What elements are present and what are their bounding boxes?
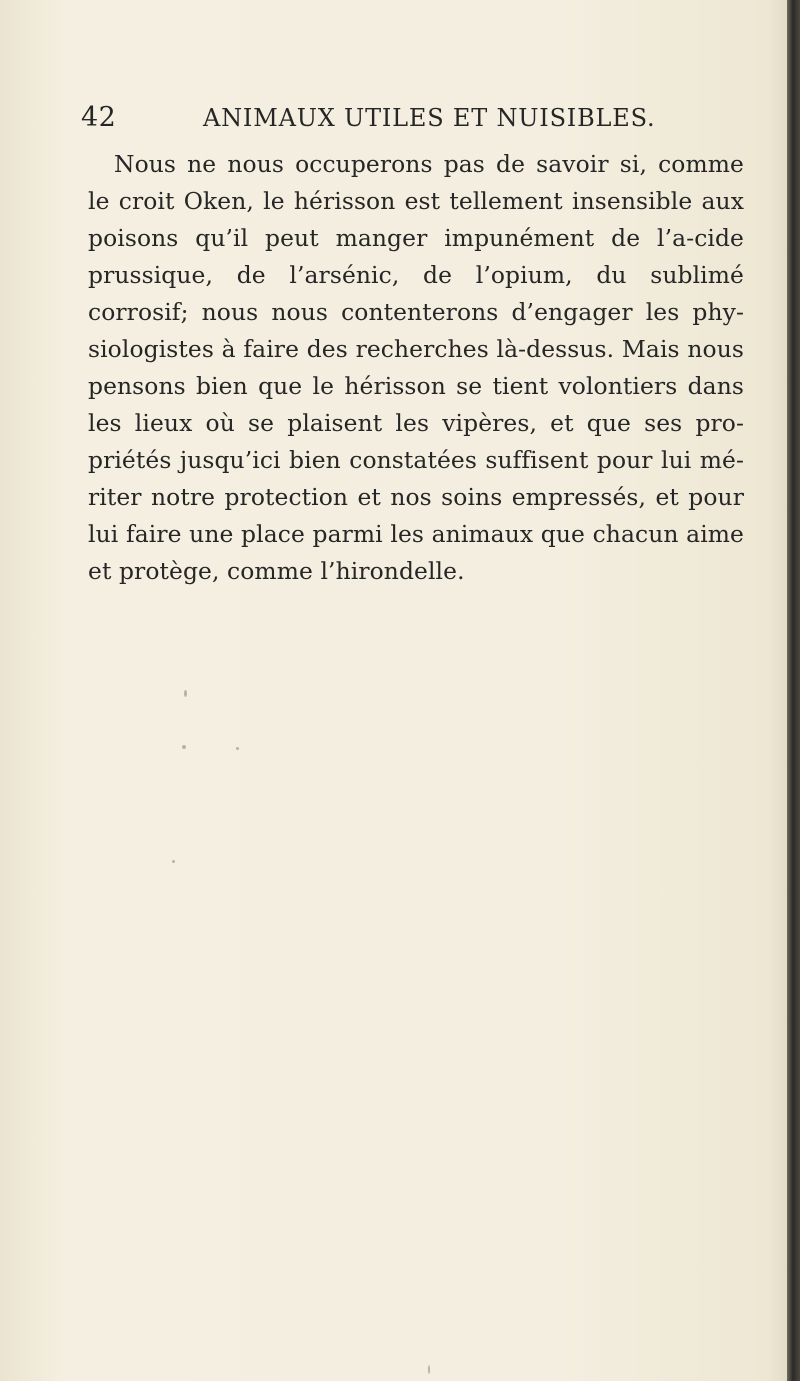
- body-paragraph: Nous ne nous occuperons pas de savoir si, comme le croit Oken, le hérisson est tellement insensible aux poisons qu’il peut manger impunément de l’a-cide prussique, de l’arsénic, de l’opium, du sublimé corrosif; nous nous contenterons d’engager les phy-siologistes à faire des recherches là-dessus. Mais nous pensons bien que le hérisson se tient volontiers dans les lieux où se plaisent les vipères, et que ses pro-priétés jusqu’ici bien constatées suffisent pour lui mé-riter notre protection et nos soins empressés, et pour lui faire une place parmi les animaux que chacun aime et protège, comme l’hirondelle.: [88, 150, 744, 585]
- running-head: [81, 100, 701, 140]
- running-title: ANIMAUX UTILES ET NUISIBLES.: [203, 104, 656, 132]
- paper-speck: [182, 745, 186, 749]
- paper-speck: [172, 860, 175, 863]
- paper-speck: [428, 1365, 430, 1374]
- paper-speck: [236, 747, 239, 750]
- paper-speck: [184, 690, 187, 697]
- page-edge-shadow: [787, 0, 800, 1381]
- page-number: 42: [81, 102, 117, 133]
